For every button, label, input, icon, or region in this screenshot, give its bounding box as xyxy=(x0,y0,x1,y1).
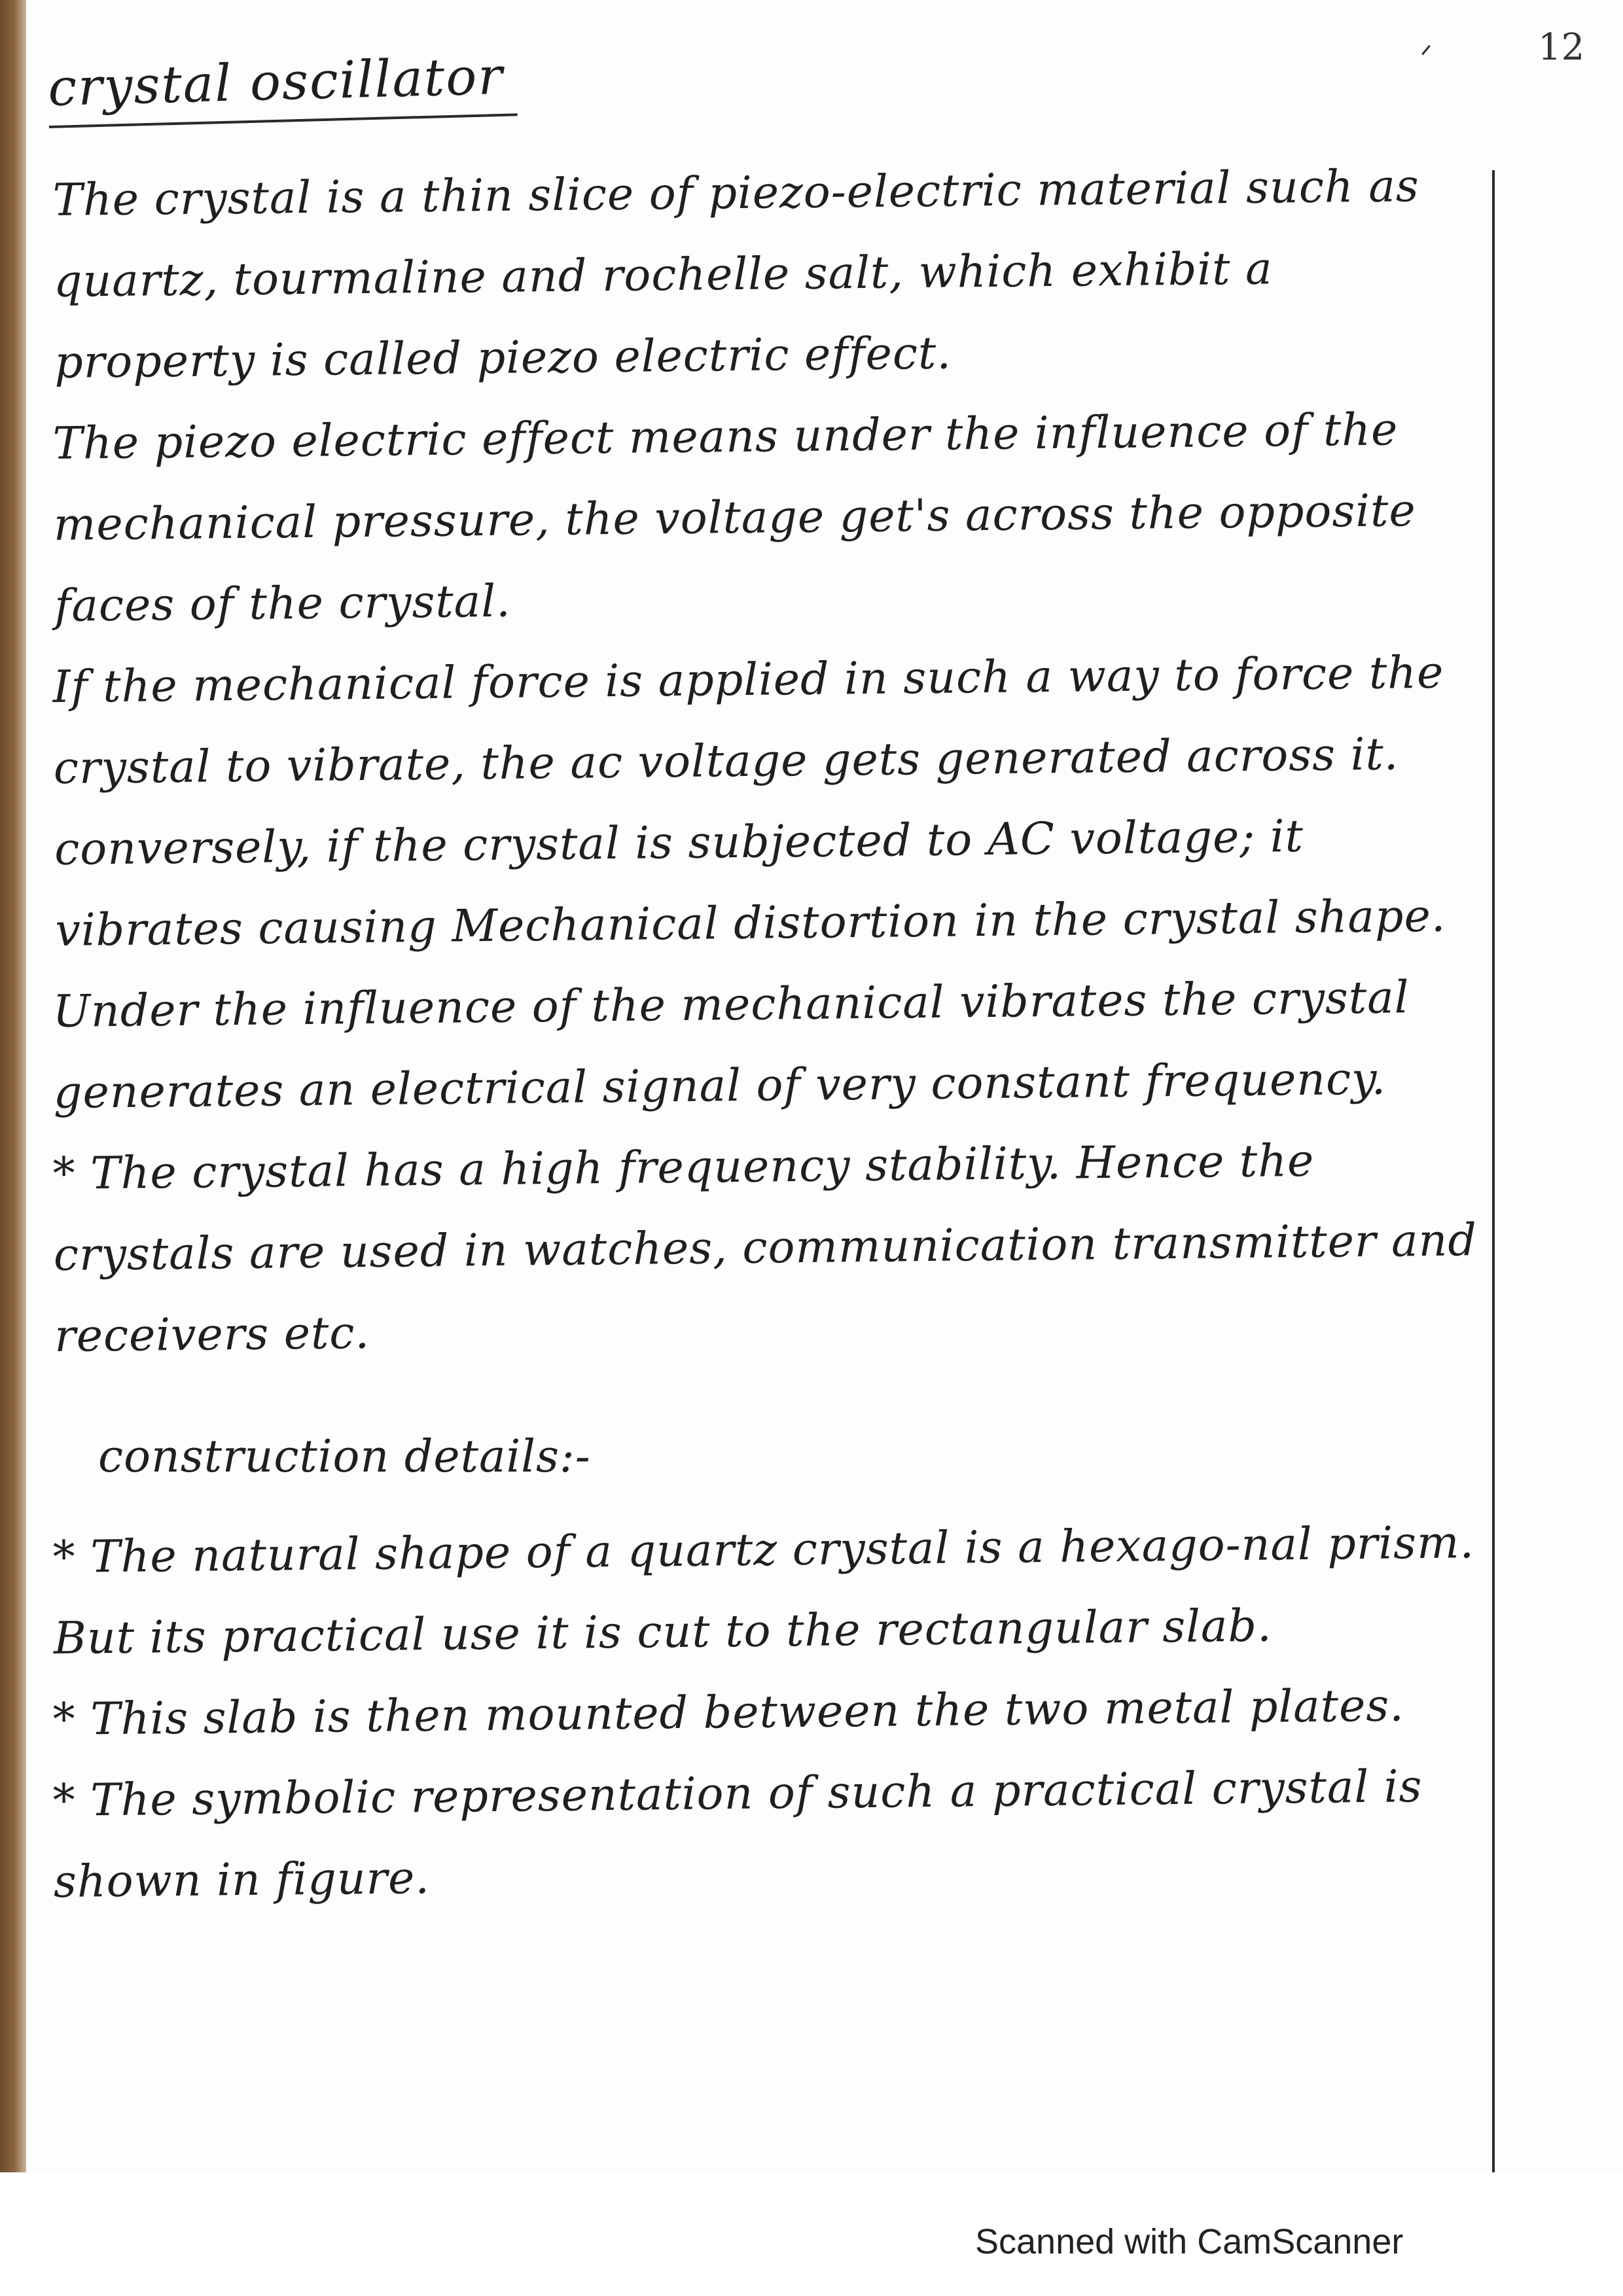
construction-point-shape: * The natural shape of a quartz crystal is a hexago-nal prism. But its practical use it is cut to the rectangular slab. xyxy=(52,1517,1475,1665)
construction-heading: construction details:- xyxy=(98,1431,591,1483)
page-title: crystal oscillator xyxy=(47,46,518,128)
notes-body xyxy=(52,160,1486,1923)
paragraph-mechanical-force: If the mechanical force is applied in such a way to force the crystal to vibrate, the ac voltage gets generated across it. conversely, if the crystal is subjected to AC voltage; it vibrates causing Mechanical distortion in the crystal shape. xyxy=(52,646,1446,957)
paragraph-definition: The crystal is a thin slice of piezo-electric material such as quartz, tourmaline and rochelle salt, which exhibit a property is called piezo electric effect. xyxy=(52,160,1420,389)
margin-rule xyxy=(1492,170,1495,2172)
construction-point-mounting: * This slab is then mounted between the two metal plates. xyxy=(52,1680,1405,1746)
page-number: 12 xyxy=(1538,26,1585,69)
binding-edge xyxy=(0,0,26,2172)
paragraph-frequency-stability: * The crystal has a high frequency stability. Hence the crystals are used in watches, communication transmitter and receivers etc. xyxy=(52,1135,1478,1362)
paragraph-piezo-effect: The piezo electric effect means under the influence of the mechanical pressure, the voltage get's across the opposite faces of the crystal. xyxy=(52,404,1417,632)
paragraph-signal-generation: Under the influence of the mechanical vibrates the crystal generates an electrical signal of very constant frequency. xyxy=(52,972,1410,1119)
tick-mark: ᐟ xyxy=(1420,39,1433,73)
construction-point-symbol: * The symbolic representation of such a practical crystal is shown in figure. xyxy=(52,1761,1423,1908)
scanner-watermark: Scanned with CamScanner xyxy=(975,2222,1404,2261)
